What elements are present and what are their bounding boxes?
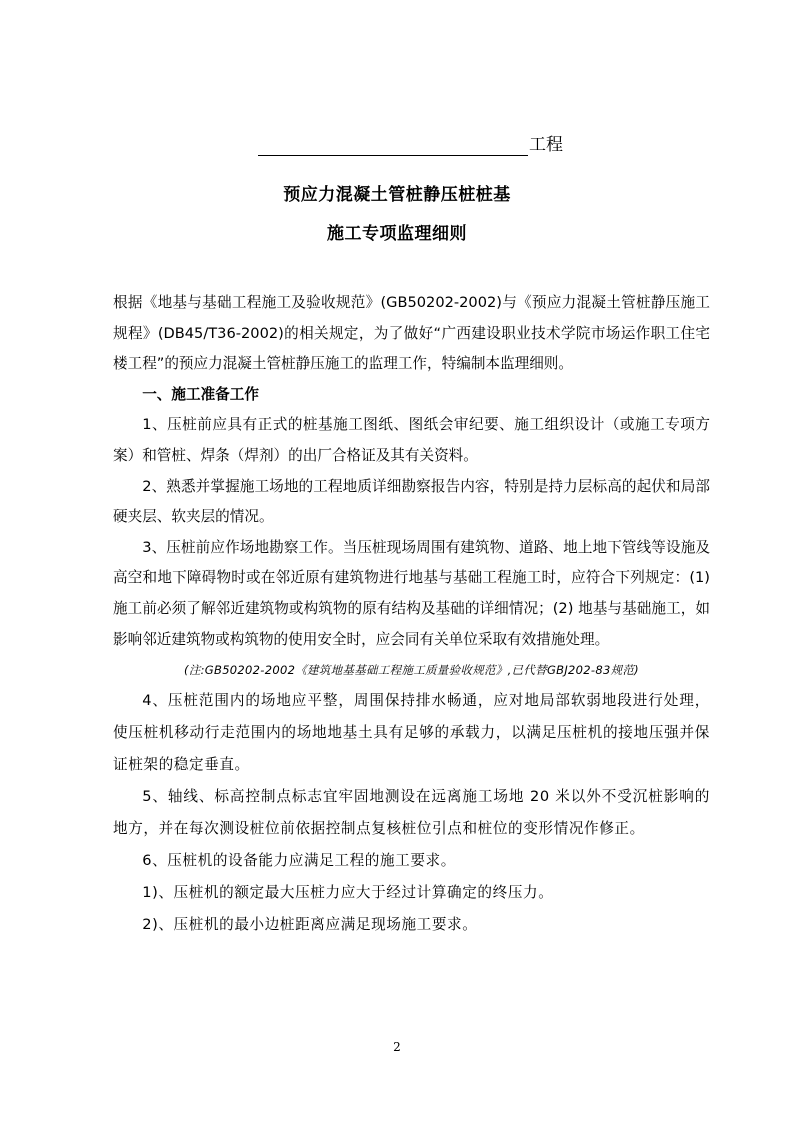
project-suffix: 工程 <box>529 135 563 155</box>
item-2-paragraph: 2、熟悉并掌握施工场地的工程地质详细勘察报告内容，特别是持力层标高的起伏和局部硬夹层、软夹层的情况。 <box>113 477 710 526</box>
item-1-paragraph: 1、压桩前应具有正式的桩基施工图纸、图纸会审纪要、施工组织设计（或施工专项方案）和管桩、焊条（焊剂）的出厂合格证及其有关资料。 <box>113 416 710 464</box>
item-5-paragraph: 5、轴线、标高控制点标志宜牢固地测设在远离施工场地 20 米以外不受沉桩影响的地方，并在每次测设桩位前依据控制点复核桩位引点和桩位的变形情况作修正。 <box>113 788 710 838</box>
standard-note: (注:GB50202-2002《建筑地基基础工程施工质量验收规范》,已代替GBJ202-83规范) <box>184 663 639 678</box>
item-4-paragraph: 4、压桩范围内的场地应平整，周围保持排水畅通，应对地局部软弱地段进行处理，使压桩机移动行走范围内的场地地基土具有足够的承载力，以满足压桩机的接地压强并保证桩架的稳定垂直。 <box>113 692 710 774</box>
project-name-line <box>258 128 563 156</box>
intro-paragraph: 根据《地基与基础工程施工及验收规范》(GB50202-2002)与《预应力混凝土管桩静压施工规程》(DB45/T36-2002)的相关规定，为了做好“广西建设职业技术学院市场运作职工住宅楼工程”的预应力混凝土管桩静压施工的监理工作，特编制本监理细则。 <box>113 294 710 373</box>
item-6-2-paragraph: 2)、压桩机的最小边桩距离应满足现场施工要求。 <box>142 916 478 934</box>
item-6-paragraph: 6、压桩机的设备能力应满足工程的施工要求。 <box>142 852 456 870</box>
document-title-line1: 预应力混凝土管桩静压桩桩基 <box>283 185 511 205</box>
project-name-blank <box>258 133 528 156</box>
item-3-paragraph: 3、压桩前应作场地勘察工作。当压桩现场周围有建筑物、道路、地上地下管线等设施及高空和地下障碍物时或在邻近原有建筑物进行地基与基础工程施工时，应符合下列规定：(1) 施工前必须了解邻近建筑物或构筑物的原有结构及基础的详细情况；(2) 地基与基础施工，如影响邻近建筑物或构筑物的使用安全时，应会同有关单位采取有效措施处理。 <box>113 538 710 648</box>
page-number: 2 <box>393 1040 401 1054</box>
item-6-1-paragraph: 1)、压桩机的额定最大压桩力应大于经过计算确定的终压力。 <box>142 884 554 902</box>
document-body <box>113 288 710 941</box>
document-title-line2: 施工专项监理细则 <box>327 224 467 244</box>
section1-heading: 一、施工准备工作 <box>142 385 259 403</box>
